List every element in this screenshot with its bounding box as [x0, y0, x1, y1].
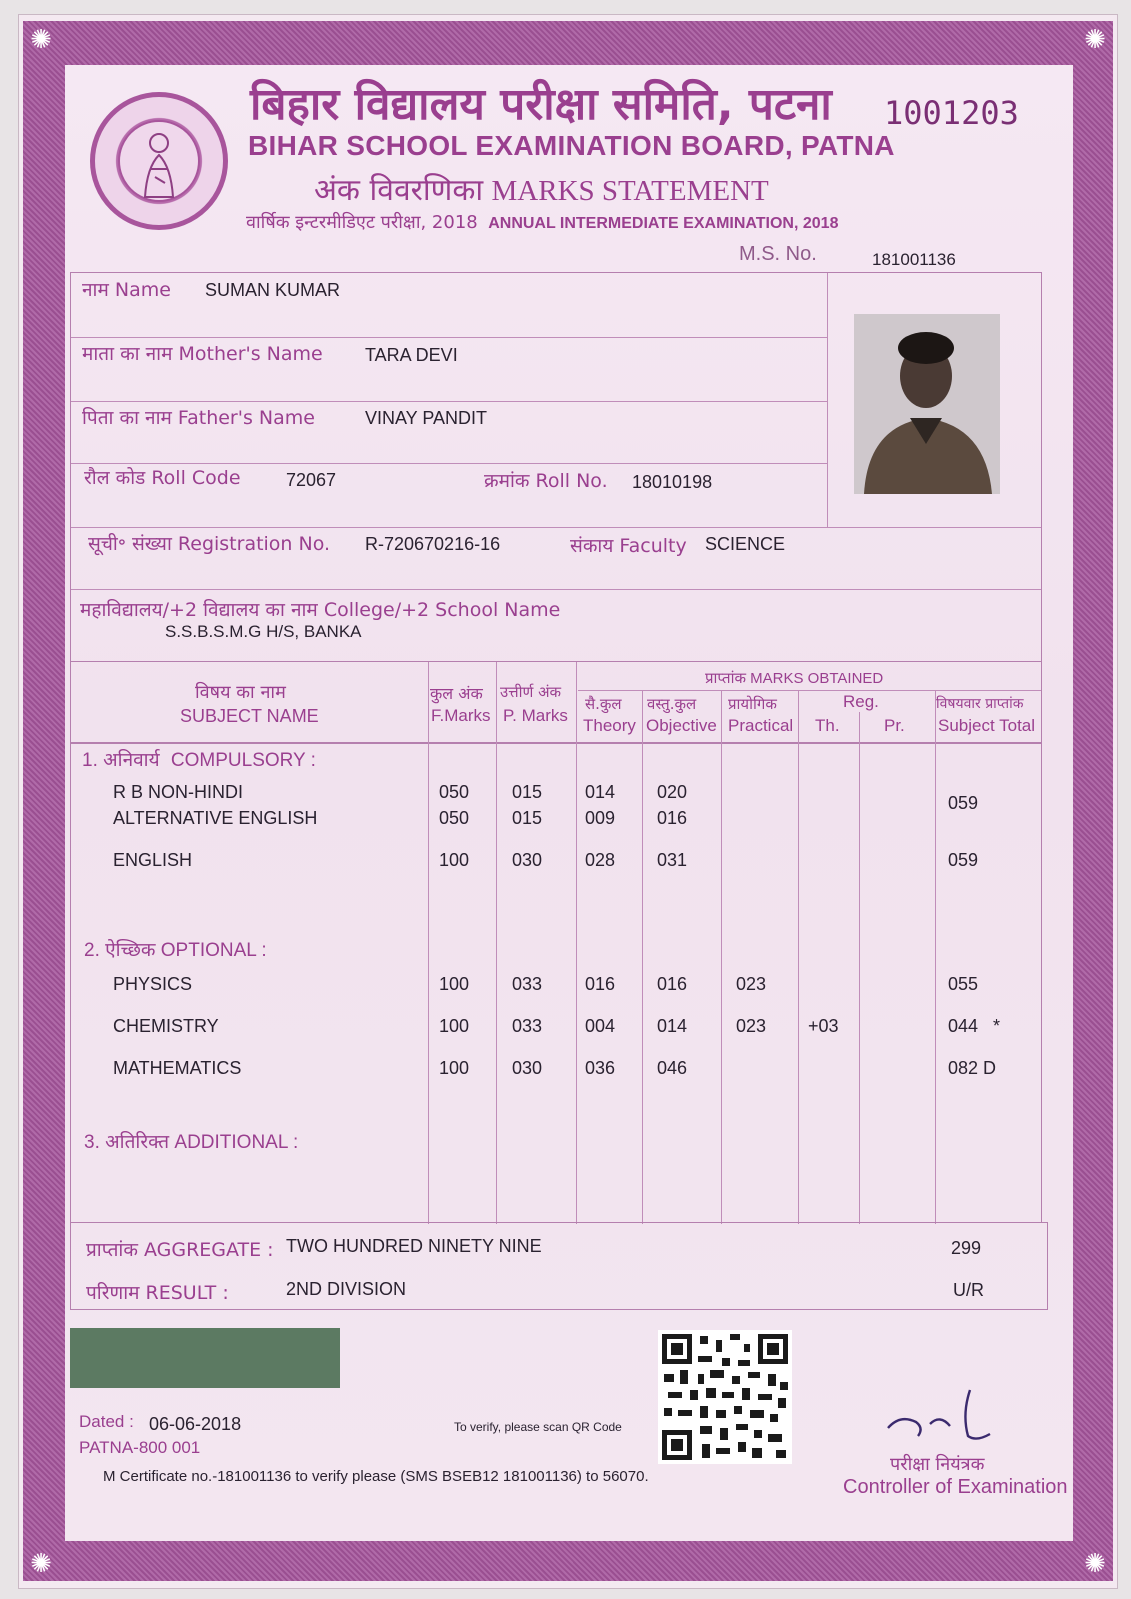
mother-name-label: माता का नाम Mother's Name: [82, 343, 323, 365]
section-optional-hindi: ऐच्छिक: [105, 939, 156, 961]
row-objective: 016: [657, 808, 688, 828]
corner-star-icon: ✺: [30, 1548, 52, 1578]
roll-no-label: क्रमांक Roll No.: [484, 470, 608, 492]
statement-title: [314, 168, 769, 209]
faculty: SCIENCE: [705, 534, 786, 554]
issue-place: PATNA-800 001: [79, 1438, 201, 1457]
name-label: नाम Name: [82, 279, 171, 301]
roll-code: 72067: [286, 470, 337, 490]
fmarks-header-hindi: कुल अंक: [430, 684, 483, 703]
pmarks-header: P. Marks: [503, 706, 568, 725]
hologram-strip: [70, 1328, 340, 1388]
row-theory: 009: [585, 808, 616, 828]
certificate-sms-note: M Certificate no.-181001136 to verify please (SMS BSEB12 181001136) to 56070.: [103, 1468, 649, 1485]
aggregate-value: 299: [951, 1238, 982, 1258]
marks-obtained-english: MARKS OBTAINED: [750, 670, 884, 687]
divider: [827, 273, 828, 527]
verify-qr-note: To verify, please scan QR Code: [454, 1420, 622, 1434]
row-objective: 046: [657, 1058, 688, 1078]
controller-title: Controller of Examination: [843, 1476, 1068, 1498]
board-seal-icon: [90, 92, 228, 230]
objective-header: Objective: [646, 716, 717, 735]
practical-header-hindi: प्रायोगिक: [728, 695, 777, 713]
divider: [71, 337, 827, 338]
divider: [71, 527, 1041, 528]
row-theory: 016: [585, 974, 616, 994]
row-subject: R B NON-HINDI: [113, 782, 243, 802]
row-objective: 016: [657, 974, 688, 994]
reg-pr-header: Pr.: [884, 716, 905, 735]
row-fmarks: 100: [439, 1058, 470, 1078]
exam-title: [246, 210, 838, 234]
row-theory: 036: [585, 1058, 616, 1078]
row-subject: MATHEMATICS: [113, 1058, 242, 1078]
theory-header-hindi: सै.कुल: [585, 695, 622, 713]
section-compulsory-hindi: अनिवार्य: [103, 749, 160, 771]
aggregate-words: TWO HUNDRED NINETY NINE: [286, 1236, 542, 1256]
pmarks-header-hindi: उत्तीर्ण अंक: [500, 683, 562, 701]
corner-star-icon: ✺: [1084, 24, 1106, 54]
father-name-label: पिता का नाम Father's Name: [82, 407, 315, 429]
section-additional-number: 3.: [84, 1132, 100, 1153]
column-divider: [859, 712, 860, 1224]
row-total: 082 D: [948, 1058, 997, 1078]
section-optional: [84, 936, 267, 962]
registration-number: R-720670216-16: [365, 534, 501, 554]
row-subject: ALTERNATIVE ENGLISH: [113, 808, 318, 828]
row-pmarks: 030: [512, 1058, 543, 1078]
reg-th-header: Th.: [815, 716, 840, 735]
aggregate-label: प्राप्तांक AGGREGATE :: [86, 1239, 274, 1261]
subject-header-hindi: विषय का नाम: [195, 682, 286, 703]
student-name: SUMAN KUMAR: [205, 280, 341, 300]
row-pmarks: 015: [512, 808, 543, 828]
subject-total-header: Subject Total: [938, 716, 1036, 735]
column-divider: [576, 662, 577, 1224]
exam-title-english: ANNUAL INTERMEDIATE EXAMINATION, 2018: [488, 215, 839, 232]
corner-star-icon: ✺: [30, 24, 52, 54]
row-pmarks: 030: [512, 850, 543, 870]
row-fmarks: 100: [439, 1016, 470, 1036]
column-divider: [721, 690, 722, 1224]
divider: [578, 690, 1041, 691]
marks-obtained-hindi: प्राप्तांक: [705, 669, 746, 687]
college-label: महाविद्यालय/+2 विद्यालय का नाम College/+2 School Name: [80, 599, 561, 621]
college-name: S.S.B.S.M.G H/S, BANKA: [165, 622, 362, 641]
statement-title-hindi: अंक विवरणिका: [314, 173, 484, 208]
row-pmarks: 033: [512, 1016, 543, 1036]
result-code: U/R: [953, 1280, 984, 1300]
mother-name: TARA DEVI: [365, 345, 458, 365]
corner-star-icon: ✺: [1084, 1548, 1106, 1578]
board-title-hindi: बिहार विद्यालय परीक्षा समिति, पटना: [250, 79, 832, 130]
fmarks-header: F.Marks: [431, 706, 491, 725]
section-optional-number: 2.: [84, 940, 100, 961]
controller-title-hindi: परीक्षा नियंत्रक: [890, 1454, 985, 1475]
dated-label: Dated :: [79, 1412, 134, 1431]
language-combined-total: 059: [948, 793, 979, 813]
row-total: 055: [948, 974, 979, 994]
signature-icon: [880, 1384, 1000, 1448]
ms-number: 181001136: [872, 250, 956, 269]
board-title-english: BIHAR SCHOOL EXAMINATION BOARD, PATNA: [248, 130, 895, 161]
row-subject: ENGLISH: [113, 850, 193, 870]
section-compulsory: [82, 746, 316, 772]
section-additional-english: ADDITIONAL :: [174, 1132, 299, 1153]
column-divider: [798, 690, 799, 1224]
ms-number-label: M.S. No.: [739, 243, 817, 265]
exam-title-hindi: वार्षिक इन्टरमीडिएट परीक्षा, 2018: [246, 212, 478, 233]
row-theory: 028: [585, 850, 616, 870]
row-subject: CHEMISTRY: [113, 1016, 219, 1036]
column-divider: [935, 690, 936, 1224]
result-value: 2ND DIVISION: [286, 1279, 407, 1299]
row-practical: 023: [736, 974, 767, 994]
qr-code-icon: [658, 1330, 792, 1464]
row-objective: 020: [657, 782, 688, 802]
row-objective: 014: [657, 1016, 688, 1036]
subject-header: SUBJECT NAME: [180, 706, 319, 726]
faculty-label: संकाय Faculty: [570, 535, 687, 557]
student-photo: [854, 314, 1000, 494]
practical-header: Practical: [728, 716, 794, 735]
theory-header: Theory: [583, 716, 636, 735]
row-pmarks: 033: [512, 974, 543, 994]
subject-total-header-hindi: विषयवार प्राप्तांक: [936, 696, 1024, 712]
father-name: VINAY PANDIT: [365, 408, 488, 428]
reg-header: Reg.: [843, 692, 879, 711]
section-additional: [84, 1128, 298, 1154]
issue-date: 06-06-2018: [149, 1414, 242, 1434]
roll-no: 18010198: [632, 472, 713, 492]
row-fmarks: 050: [439, 782, 470, 802]
objective-header-hindi: वस्तु.कुल: [647, 695, 697, 713]
row-objective: 031: [657, 850, 688, 870]
row-pmarks: 015: [512, 782, 543, 802]
row-total: 059: [948, 850, 979, 870]
result-label: परिणाम RESULT :: [86, 1282, 229, 1304]
divider: [71, 589, 1041, 590]
row-subject: PHYSICS: [113, 974, 193, 994]
header-divider: [71, 742, 1041, 744]
roll-code-label: रौल कोड Roll Code: [84, 467, 241, 489]
row-fmarks: 100: [439, 850, 470, 870]
serial-number: 1001203: [884, 94, 1019, 132]
statement-title-english: MARKS STATEMENT: [491, 175, 769, 207]
row-total: 044 *: [948, 1016, 1001, 1036]
row-fmarks: 100: [439, 974, 470, 994]
row-theory: 014: [585, 782, 616, 802]
marks-obtained-header: [705, 668, 883, 688]
registration-label: सूची॰ संख्या Registration No.: [88, 533, 331, 555]
section-compulsory-number: 1.: [82, 750, 98, 771]
column-divider: [428, 662, 429, 1224]
section-additional-hindi: अतिरिक्त: [105, 1131, 170, 1153]
column-divider: [642, 690, 643, 1224]
section-compulsory-english: COMPULSORY :: [170, 750, 316, 771]
column-divider: [496, 662, 497, 1224]
row-reg-th: +03: [808, 1016, 839, 1036]
row-theory: 004: [585, 1016, 616, 1036]
divider: [71, 401, 827, 402]
section-optional-english: OPTIONAL :: [160, 940, 267, 961]
row-fmarks: 050: [439, 808, 470, 828]
row-practical: 023: [736, 1016, 767, 1036]
